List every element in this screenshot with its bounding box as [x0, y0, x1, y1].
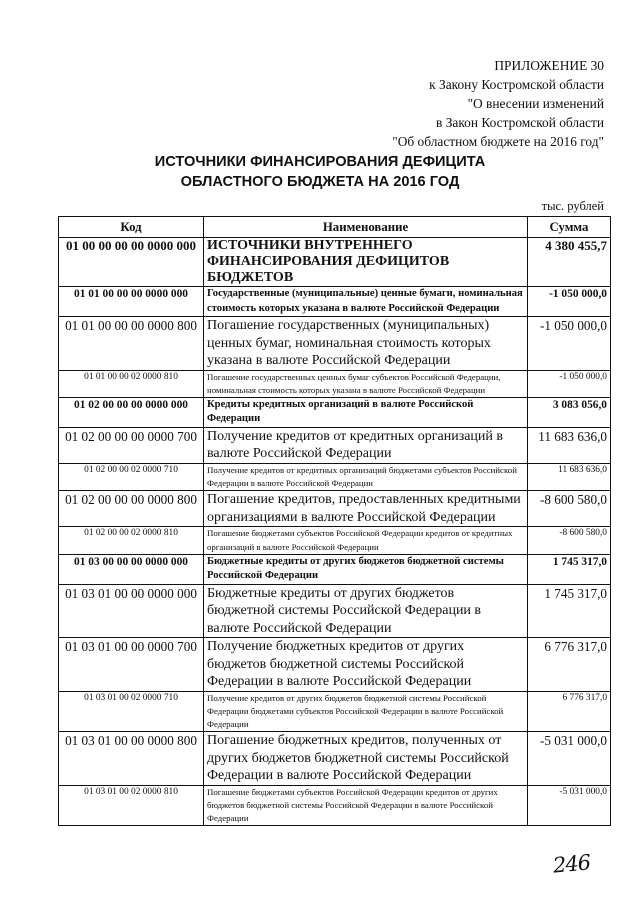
- appendix-line: в Закон Костромской области: [436, 115, 604, 130]
- table-row: [59, 287, 611, 317]
- row-name: Погашение государственных ценных бумаг субъектов Российской Федерации, номинальная стоимость которых указана в валюте Российской Федерации: [204, 370, 528, 397]
- row-amount: -1 050 000,0: [528, 370, 611, 397]
- table-row: [59, 427, 611, 463]
- appendix-line: "О внесении изменений: [467, 96, 604, 111]
- table-row: [59, 527, 611, 554]
- table-row: [59, 732, 611, 786]
- header-amount: Сумма: [528, 217, 611, 238]
- row-name: Погашение бюджетами субъектов Российской Федерации кредитов от других бюджетов бюджетной системы Российской Федерации в валюте Российской Федерации: [204, 785, 528, 826]
- row-amount: -5 031 000,0: [528, 785, 611, 826]
- table-row: [59, 238, 611, 287]
- row-code: 01 02 00 00 00 0000 800: [59, 491, 204, 527]
- row-code: 01 03 00 00 00 0000 000: [59, 554, 204, 584]
- table-row: [59, 785, 611, 826]
- row-amount: 4 380 455,7: [528, 238, 611, 287]
- row-name: Погашение государственных (муниципальных) ценных бумаг, номинальная стоимость которых указана в валюте Российской Федерации: [204, 317, 528, 371]
- row-name: Государственные (муниципальные) ценные бумаги, номинальная стоимость которых указана в валюте Российской Федерации: [204, 287, 528, 317]
- table-row: [59, 584, 611, 638]
- header-name: Наименование: [204, 217, 528, 238]
- row-amount: -5 031 000,0: [528, 732, 611, 786]
- row-code: 01 02 00 00 00 0000 700: [59, 427, 204, 463]
- row-amount: -1 050 000,0: [528, 317, 611, 371]
- row-code: 01 03 01 00 02 0000 710: [59, 691, 204, 732]
- title-line-2: ОБЛАСТНОГО БЮДЖЕТА НА 2016 ГОД: [180, 174, 460, 190]
- row-amount: 6 776 317,0: [528, 638, 611, 692]
- row-amount: -1 050 000,0: [528, 287, 611, 317]
- row-name: Бюджетные кредиты от других бюджетов бюджетной системы Российской Федерации: [204, 554, 528, 584]
- handwritten-page-number: 246: [552, 850, 592, 878]
- row-name: Бюджетные кредиты от других бюджетов бюджетной системы Российской Федерации в валюте Российской Федерации: [204, 584, 528, 638]
- table-row: [59, 397, 611, 427]
- row-name: Получение кредитов от других бюджетов бюджетной системы Российской Федерации бюджетами субъектов Российской Федерации в валюте Российской Федерации: [204, 691, 528, 732]
- row-name: Погашение кредитов, предоставленных кредитными организациями в валюте Российской Федерации: [204, 491, 528, 527]
- table-row: [59, 317, 611, 371]
- row-code: 01 01 00 00 00 0000 800: [59, 317, 204, 371]
- title-line-1: ИСТОЧНИКИ ФИНАНСИРОВАНИЯ ДЕФИЦИТА: [154, 154, 486, 170]
- appendix-header: [392, 56, 604, 151]
- row-name: Погашение бюджетных кредитов, полученных от других бюджетов бюджетной системы Российской Федерации в валюте Российской Федерации: [204, 732, 528, 786]
- row-code: 01 02 00 00 00 0000 000: [59, 397, 204, 427]
- row-amount: 1 745 317,0: [528, 554, 611, 584]
- row-name: Получение кредитов от кредитных организаций в валюте Российской Федерации: [204, 427, 528, 463]
- document-title: [0, 152, 640, 192]
- header-code: Код: [59, 217, 204, 238]
- row-amount: 11 683 636,0: [528, 427, 611, 463]
- table-row: [59, 491, 611, 527]
- row-amount: -8 600 580,0: [528, 527, 611, 554]
- row-code: 01 03 01 00 00 0000 800: [59, 732, 204, 786]
- units-label: тыс. рублей: [541, 199, 604, 213]
- appendix-line: к Закону Костромской области: [429, 77, 604, 92]
- row-name: Получение кредитов от кредитных организаций бюджетами субъектов Российской Федерации в валюте Российской Федерации: [204, 463, 528, 490]
- row-code: 01 03 01 00 00 0000 700: [59, 638, 204, 692]
- row-name: Погашение бюджетами субъектов Российской Федерации кредитов от кредитных организаций в валюте Российской Федерации: [204, 527, 528, 554]
- row-name: Получение бюджетных кредитов от других бюджетов бюджетной системы Российской Федерации в валюте Российской Федерации: [204, 638, 528, 692]
- row-amount: 3 083 056,0: [528, 397, 611, 427]
- row-code: 01 02 00 00 02 0000 710: [59, 463, 204, 490]
- row-amount: 6 776 317,0: [528, 691, 611, 732]
- table-row: [59, 370, 611, 397]
- row-amount: 1 745 317,0: [528, 584, 611, 638]
- table-row: [59, 638, 611, 692]
- row-code: 01 02 00 00 02 0000 810: [59, 527, 204, 554]
- table-row: [59, 463, 611, 490]
- row-amount: -8 600 580,0: [528, 491, 611, 527]
- row-amount: 11 683 636,0: [528, 463, 611, 490]
- appendix-line: "Об областном бюджете на 2016 год": [392, 134, 604, 149]
- row-name: Кредиты кредитных организаций в валюте Российской Федерации: [204, 397, 528, 427]
- row-code: 01 01 00 00 00 0000 000: [59, 287, 204, 317]
- row-code: 01 01 00 00 02 0000 810: [59, 370, 204, 397]
- table-header-row: [59, 217, 611, 238]
- table-row: [59, 691, 611, 732]
- table-row: [59, 554, 611, 584]
- row-code: 01 03 01 00 02 0000 810: [59, 785, 204, 826]
- row-code: 01 03 01 00 00 0000 000: [59, 584, 204, 638]
- row-code: 01 00 00 00 00 0000 000: [59, 238, 204, 287]
- row-name: ИСТОЧНИКИ ВНУТРЕННЕГО ФИНАНСИРОВАНИЯ ДЕФИЦИТОВ БЮДЖЕТОВ: [204, 238, 528, 287]
- financing-sources-table: [58, 216, 611, 826]
- appendix-line: ПРИЛОЖЕНИЕ 30: [494, 58, 604, 73]
